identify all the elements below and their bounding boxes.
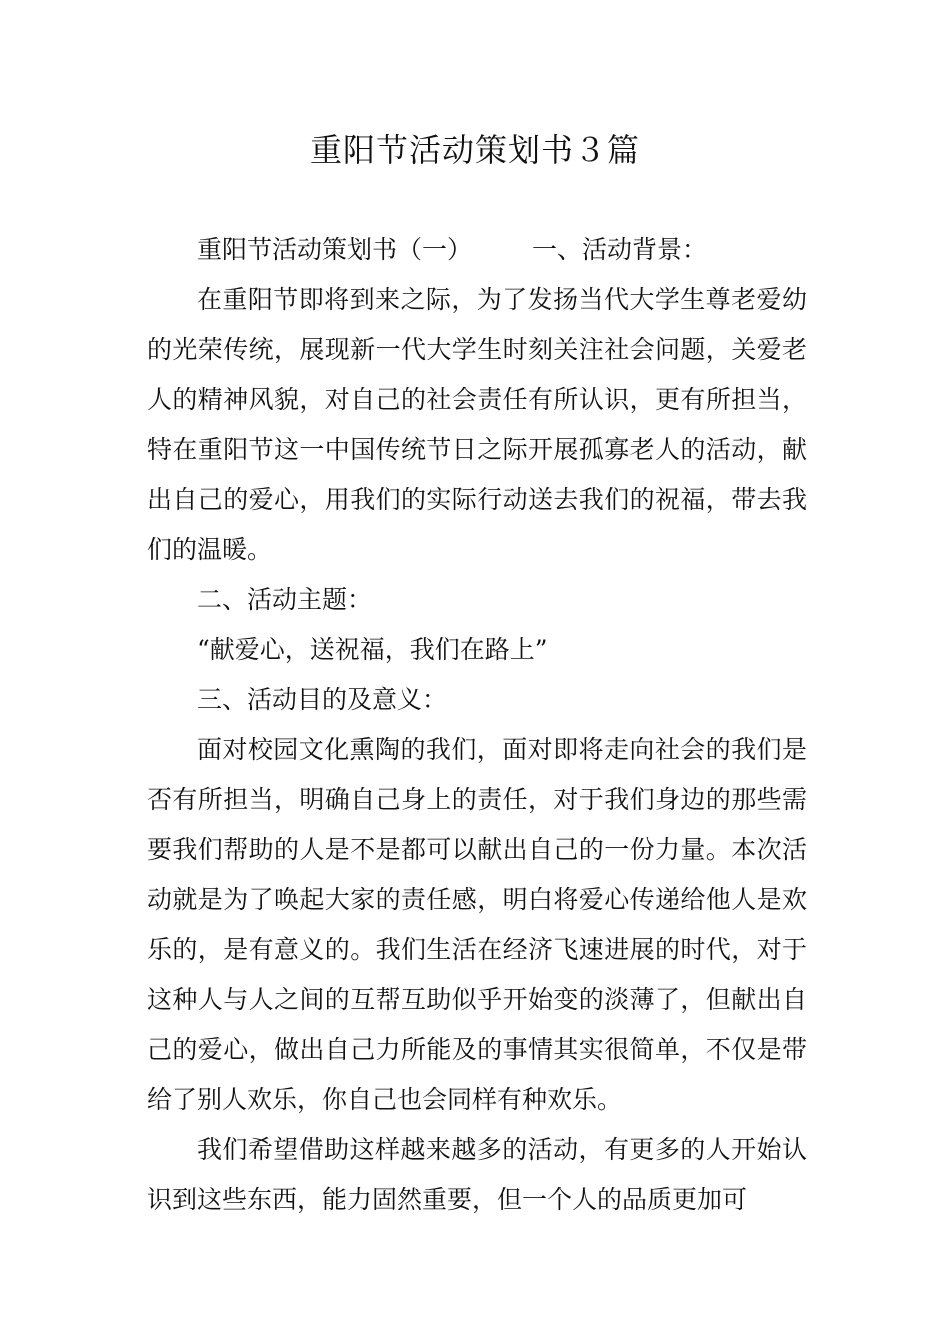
document-body — [147, 225, 807, 1225]
section-heading-theme: 二、活动主题： — [197, 585, 373, 614]
section-heading-part-one: 重阳节活动策划书（一） — [197, 235, 473, 264]
paragraph-intro — [147, 225, 807, 275]
document-title: 重阳节活动策划书３篇 — [309, 131, 640, 169]
paragraph-background: 在重阳节即将到来之际，为了发扬当代大学生尊老爱幼的光荣传统，展现新一代大学生时刻关注社会问题，关爱老人的精神风貌，对自己的社会责任有所认识，更有所担当，特在重阳节这一中国传统节日之际开展孤寡老人的活动，献出自己的爱心，用我们的实际行动送去我们的祝福，带去我们的温暖。 — [147, 285, 807, 564]
section-heading-purpose: 三、活动目的及意义： — [197, 685, 448, 714]
paragraph-purpose: 面对校园文化熏陶的我们，面对即将走向社会的我们是否有所担当，明确自己身上的责任，对于我们身边的那些需要我们帮助的人是不是都可以献出自己的一份力量。本次活动就是为了唤起大家的责任感，明白将爱心传递给他人是欢乐的，是有意义的。我们生活在经济飞速进展的时代，对于这种人与人之间的互帮互助似乎开始变的淡薄了，但献出自己的爱心，做出自己力所能及的事情其实很简单，不仅是带给了别人欢乐，你自己也会同样有种欢乐。 — [147, 735, 807, 1114]
paragraph-hope: 我们希望借助这样越来越多的活动，有更多的人开始认识到这些东西，能力固然重要，但一个人的品质更加可 — [147, 1135, 807, 1214]
section-heading-background: 一、活动背景： — [532, 235, 708, 264]
paragraph-theme: “献爱心，送祝福，我们在路上” — [197, 635, 548, 664]
